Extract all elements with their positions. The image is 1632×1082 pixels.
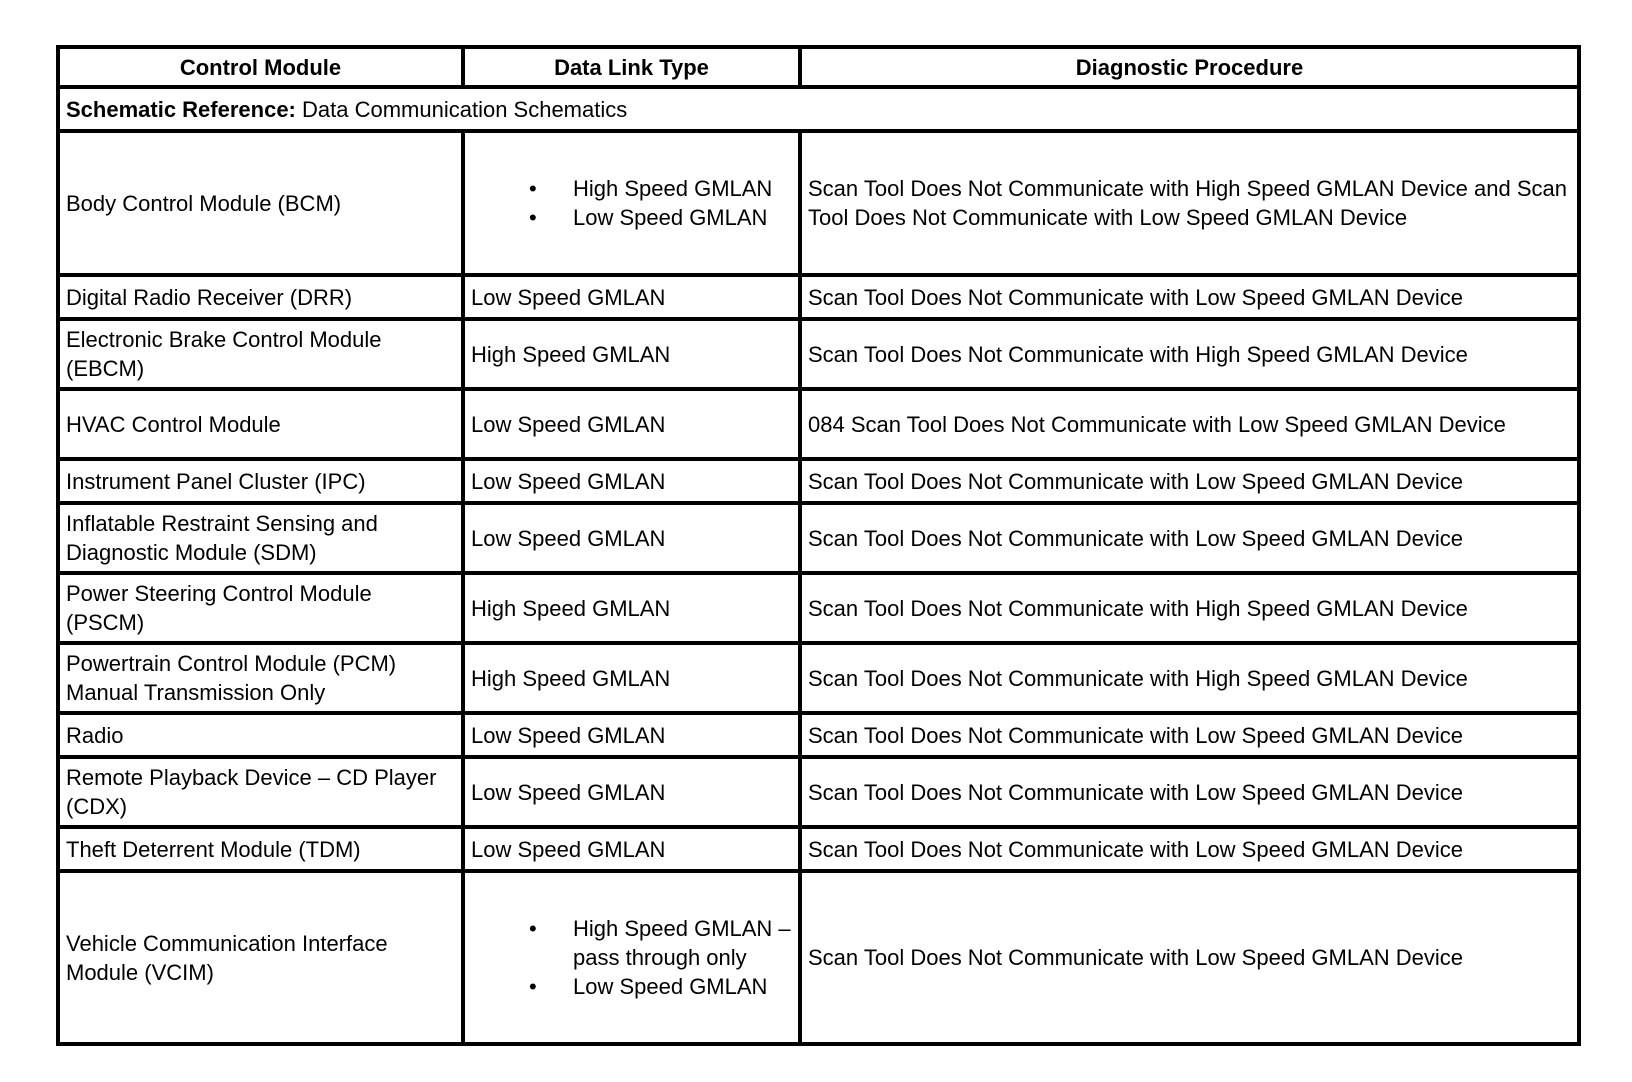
- procedure-cell: 084 Scan Tool Does Not Communicate with Low Speed GMLAN Device: [800, 389, 1579, 459]
- module-cell: Power Steering Control Module (PSCM): [58, 573, 463, 643]
- link-type-cell: Low Speed GMLAN: [463, 827, 800, 871]
- diagnostic-table: [56, 45, 1581, 1046]
- link-type-cell: High Speed GMLAN: [463, 319, 800, 389]
- module-cell: Radio: [58, 713, 463, 757]
- module-cell: Powertrain Control Module (PCM) Manual Transmission Only: [58, 643, 463, 713]
- module-cell: Theft Deterrent Module (TDM): [58, 827, 463, 871]
- link-type-cell: High Speed GMLAN: [463, 643, 800, 713]
- table-row: [58, 503, 1579, 573]
- link-type-cell: Low Speed GMLAN: [463, 503, 800, 573]
- module-cell: Digital Radio Receiver (DRR): [58, 275, 463, 319]
- link-type-cell: Low Speed GMLAN: [463, 275, 800, 319]
- table-row: [58, 573, 1579, 643]
- link-type-cell: Low Speed GMLAN: [463, 713, 800, 757]
- table-row: [58, 871, 1579, 1044]
- module-cell: Vehicle Communication Interface Module (VCIM): [58, 871, 463, 1044]
- module-cell: Inflatable Restraint Sensing and Diagnostic Module (SDM): [58, 503, 463, 573]
- schematic-reference-row: [58, 87, 1579, 131]
- procedure-cell: Scan Tool Does Not Communicate with Low Speed GMLAN Device: [800, 871, 1579, 1044]
- header-control-module: Control Module: [58, 47, 463, 87]
- link-type-list: [471, 914, 792, 1001]
- header-row: [58, 47, 1579, 87]
- link-type-item: • Low Speed GMLAN: [471, 972, 792, 1001]
- table-row: [58, 389, 1579, 459]
- schematic-reference-label: Schematic Reference:: [66, 96, 296, 122]
- procedure-cell: Scan Tool Does Not Communicate with High Speed GMLAN Device: [800, 573, 1579, 643]
- link-type-item: • Low Speed GMLAN: [471, 203, 792, 232]
- link-type-cell: High Speed GMLAN: [463, 573, 800, 643]
- module-cell: Instrument Panel Cluster (IPC): [58, 459, 463, 503]
- table-row: [58, 757, 1579, 827]
- link-type-item: • High Speed GMLAN – pass through only: [471, 914, 792, 972]
- procedure-cell: Scan Tool Does Not Communicate with Low Speed GMLAN Device: [800, 275, 1579, 319]
- procedure-cell: Scan Tool Does Not Communicate with High Speed GMLAN Device and Scan Tool Does Not Communicate with Low Speed GMLAN Device: [800, 131, 1579, 275]
- table-row: [58, 131, 1579, 275]
- procedure-cell: Scan Tool Does Not Communicate with Low Speed GMLAN Device: [800, 459, 1579, 503]
- schematic-reference-value: Data Communication Schematics: [295, 96, 628, 122]
- header-data-link-type: Data Link Type: [463, 47, 800, 87]
- module-cell: Electronic Brake Control Module (EBCM): [58, 319, 463, 389]
- link-type-cell: Low Speed GMLAN: [463, 459, 800, 503]
- link-type-cell: Low Speed GMLAN: [463, 757, 800, 827]
- link-type-item: • High Speed GMLAN: [471, 174, 792, 203]
- schematic-reference-cell: [58, 87, 1579, 131]
- table-row: [58, 275, 1579, 319]
- table-row: [58, 459, 1579, 503]
- procedure-cell: Scan Tool Does Not Communicate with Low Speed GMLAN Device: [800, 713, 1579, 757]
- procedure-cell: Scan Tool Does Not Communicate with Low Speed GMLAN Device: [800, 757, 1579, 827]
- procedure-cell: Scan Tool Does Not Communicate with High Speed GMLAN Device: [800, 319, 1579, 389]
- module-cell: HVAC Control Module: [58, 389, 463, 459]
- table-row: [58, 827, 1579, 871]
- link-type-cell: Low Speed GMLAN: [463, 389, 800, 459]
- link-type-list: [471, 174, 792, 232]
- procedure-cell: Scan Tool Does Not Communicate with High Speed GMLAN Device: [800, 643, 1579, 713]
- procedure-cell: Scan Tool Does Not Communicate with Low Speed GMLAN Device: [800, 503, 1579, 573]
- module-cell: Body Control Module (BCM): [58, 131, 463, 275]
- table-row: [58, 713, 1579, 757]
- table-row: [58, 319, 1579, 389]
- link-type-cell: [463, 871, 800, 1044]
- link-type-cell: [463, 131, 800, 275]
- table-row: [58, 643, 1579, 713]
- module-cell: Remote Playback Device – CD Player (CDX): [58, 757, 463, 827]
- procedure-cell: Scan Tool Does Not Communicate with Low Speed GMLAN Device: [800, 827, 1579, 871]
- header-diagnostic-procedure: Diagnostic Procedure: [800, 47, 1579, 87]
